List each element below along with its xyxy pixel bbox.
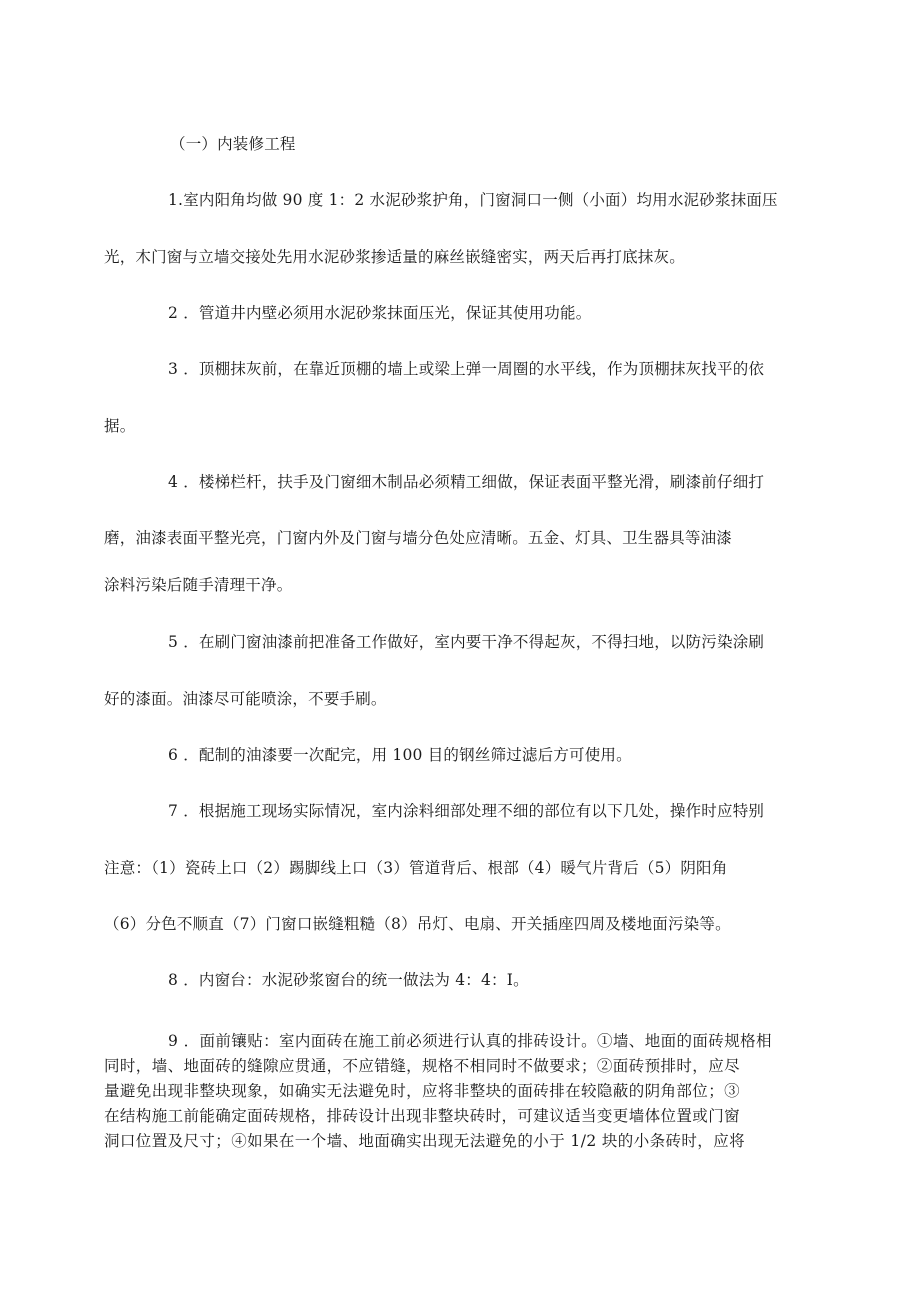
section-heading: （一）内装修工程 xyxy=(170,135,296,153)
paragraph-2-line-1: 2 ．管道井内壁必须用水泥砂浆抹面压光，保证其使用功能。 xyxy=(168,304,592,322)
paragraph-7-line-2: 注意：（1）瓷砖上口（2）踢脚线上口（3）管道背后、根部（4）暖气片背后（5）阴阳角 xyxy=(104,859,728,877)
paragraph-5-line-2: 好的漆面。油漆尽可能喷涂，不要手刷。 xyxy=(104,690,387,708)
paragraph-9-line-2: 同时，墙、地面砖的缝隙应贯通，不应错缝，规格不相同时不做要求；②面砖预排时，应尽 xyxy=(104,1057,741,1075)
paragraph-1-line-1: 1.室内阳角均做 90 度 1：2 水泥砂浆护角，门窗洞口一侧（小面）均用水泥砂浆抹面压 xyxy=(168,191,778,209)
paragraph-9-line-1: 9 ．面前镶贴：室内面砖在施工前必须进行认真的排砖设计。①墙、地面的面砖规格相 xyxy=(168,1032,772,1050)
paragraph-1-line-2: 光，木门窗与立墙交接处先用水泥砂浆掺适量的麻丝嵌缝密实，两天后再打底抹灰。 xyxy=(104,248,685,266)
paragraph-3-line-2: 据。 xyxy=(104,417,136,435)
paragraph-4-line-3: 涂料污染后随手清理干净。 xyxy=(104,576,293,594)
paragraph-7-line-1: 7 ．根据施工现场实际情况，室内涂料细部处理不细的部位有以下几处，操作时应特别 xyxy=(168,802,765,820)
paragraph-3-line-1: 3 ．顶棚抹灰前，在靠近顶棚的墙上或梁上弹一周圈的水平线，作为顶棚抹灰找平的依 xyxy=(168,360,765,378)
paragraph-9-line-3: 量避免出现非整块现象，如确实无法避免时，应将非整块的面砖排在较隐蔽的阴角部位；③ xyxy=(104,1082,741,1100)
paragraph-4-line-1: 4 ．楼梯栏杆，扶手及门窗细木制品必须精工细做，保证表面平整光滑，刷漆前仔细打 xyxy=(168,473,765,491)
paragraph-6-line-1: 6 ．配制的油漆要一次配完，用 100 目的钢丝筛过滤后方可使用。 xyxy=(168,746,632,764)
paragraph-7-line-3: （6）分色不顺直（7）门窗口嵌缝粗糙（8）吊灯、电扇、开关插座四周及楼地面污染等。 xyxy=(104,915,731,933)
paragraph-4-line-2: 磨，油漆表面平整光亮，门窗内外及门窗与墙分色处应清晰。五金、灯具、卫生器具等油漆 xyxy=(104,529,733,547)
paragraph-5-line-1: 5 ．在刷门窗油漆前把准备工作做好，室内要干净不得起灰，不得扫地，以防污染涂刷 xyxy=(168,633,765,651)
paragraph-9-line-4: 在结构施工前能确定面砖规格，排砖设计出现非整块砖时，可建议适当变更墙体位置或门窗 xyxy=(104,1107,741,1125)
paragraph-8-line-1: 8 ．内窗台：水泥砂浆窗台的统一做法为 4：4：I。 xyxy=(168,971,529,989)
paragraph-9-line-5: 洞口位置及尺寸；④如果在一个墙、地面确实出现无法避免的小于 1/2 块的小条砖时，应将 xyxy=(104,1132,746,1150)
